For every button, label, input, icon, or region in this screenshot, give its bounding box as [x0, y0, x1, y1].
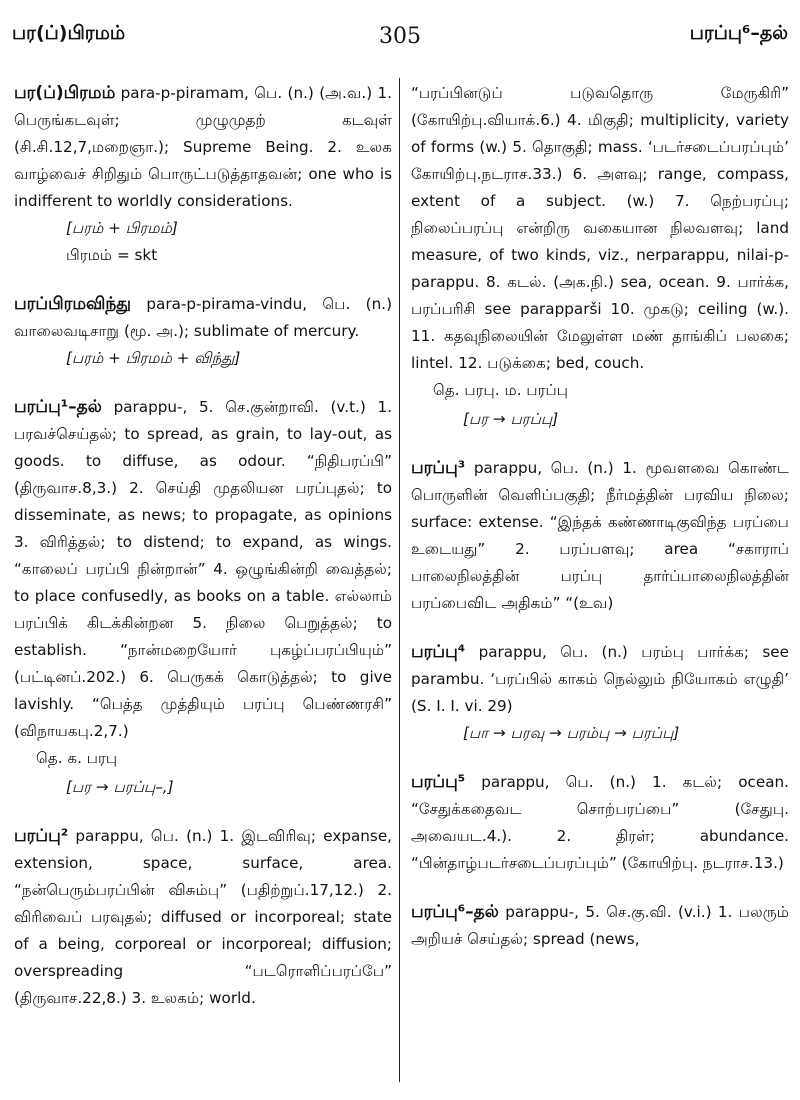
entry-body: para-p-piramam, பெ. (n.) (அ.வ.) 1. பெருங்கடவுள்; முழுமுதற் கடவுள் (சி.சி.12,7,மறைஞா.); Supreme Being. 2. உலக வாழ்வைச் சிறிதும் பொருட்படுத்தாதவன்; one who is indifferent to worldly considerations.	[14, 84, 392, 210]
headword: பரப்பு⁴	[411, 642, 466, 662]
page-number: 305	[379, 24, 421, 49]
entry-text	[411, 899, 789, 953]
dictionary-entry	[411, 899, 789, 953]
entry-body: parappu-, 5. செ.குன்றாவி. (v.t.) 1. பரவச்செய்தல்; to spread, as grain, to lay-out, as goods. to diffuse, as odour. “நிதிபரப்பி” (திருவாச.8,3.) 2. செய்தி முதலியன பரப்புதல்; to disseminate, as news; to propagate, as opinions 3. விரித்தல்; to distend; to expand, as wings. “காலைப் பரப்பி நின்றான்” 4. ஒழுங்கின்றி வைத்தல்; to place confusedly, as books on a table. எல்லாம் பரப்பிக் கிடக்கின்றன 5. நிலை பெறுத்தல்; to establish. “நான்மறையோர் புகழ்ப்பரப்பியும்” (பட்டினப்.202.) 6. பெருகக் கொடுத்தல்; to give lavishly. “பெத்த முத்தியும் பரப்பு பெண்ணரசி” (விநாயகபு.2,7.)	[14, 398, 392, 740]
headword: பரப்பிரமவிந்து	[14, 294, 132, 314]
etymology-note: [பரம் + பிரமம்]	[66, 219, 178, 237]
entry-text	[14, 394, 392, 745]
entry-text	[411, 639, 789, 720]
headword: பரப்பு⁶–தல்	[411, 902, 499, 922]
running-head-left: பர(ப்)பிரமம்	[12, 22, 126, 44]
entry-body: parappu, பெ. (n.) 1. இடவிரிவு; expanse, extension, space, surface, area. “நன்பெரும்பரப்பின் விசும்பு” (பதிற்றுப்.17,12.) 2. விரிவைப் பரவுதல்; diffused or incorporeal; state of a being, corporeal or incorporeal; diffusion; overspreading “படரொளிப்பரப்பே” (திருவாச.22,8.) 3. உலகம்; world.	[14, 827, 392, 1007]
entry-body: parappu-, 5. செ.கு.வி. (v.i.) 1. பலரும் அறியச் செய்தல்; spread (news,	[411, 903, 789, 948]
right-column	[411, 80, 789, 975]
entry-body: “பரப்பினடுப் படுவதொரு மேருகிரி” (கோயிற்பு.வியாக்.6.) 4. மிகுதி; multiplicity, variety of forms (w.) 5. தொகுதி; mass. ‘படர்சடைப்பரப்பும்’ கோயிற்பு.நடராச.33.) 6. அளவு; range, compass, extent of a subject. (w.) 7. நெற்பரப்பு; நிலைப்பரப்பு என்றிரு வகையான நிலவளவு; land measure, of two kinds, viz., nerparappu, nilai-p-parappu. 8. கடல். (அக.நி.) sea, ocean. 9. பார்க்க, பரப்பரிசி see parapparši 10. முகடு; ceiling (w.). 11. கதவுநிலையின் மேலுள்ள மண் தாங்கிப் பலகை; lintel. 12. படுக்கை; bed, couch.	[411, 84, 789, 372]
etymology-note: [பர → பரப்பு–,]	[66, 778, 174, 796]
dictionary-entry	[14, 80, 392, 269]
dictionary-entry	[14, 291, 392, 372]
headword: பரப்பு⁵	[411, 772, 466, 792]
page-header	[12, 22, 788, 56]
entry-body: parappu, பெ. (n.) 1. மூவளவை கொண்ட பொருளின் வெளிப்பகுதி; நீர்மத்தின் பரவிய நிலை; surface: extense. “இந்தக் கண்ணாடிகுவிந்த பரப்பை உடையது” 2. பரப்பளவு; area “சகாராப் பாலைநிலத்தின் பரப்பு தார்ப்பாலைநிலத்தின் பரப்பைவிட அதிகம்” “(உவ)	[411, 459, 789, 612]
dictionary-entry	[14, 394, 392, 801]
entry-body: parappu, பெ. (n.) பரம்பு பார்க்க; see parambu. ‘பரப்பில் காகம் நெல்லும் நியோகம் எழுதி’ (S. I. I. vi. 29)	[411, 643, 789, 715]
dictionary-entry	[14, 823, 392, 1012]
dictionary-entry	[411, 639, 789, 747]
entry-text	[411, 455, 789, 617]
entry-text	[14, 291, 392, 345]
dictionary-entry	[411, 769, 789, 877]
entry-text	[411, 769, 789, 877]
entry-body: para-p-pirama-vindu, பெ. (n.) வாலைவடிசாறு (மூ. அ.); sublimate of mercury.	[14, 295, 392, 340]
headword: பரப்பு²	[14, 826, 69, 846]
etymology-note: பிரமம் = skt	[66, 246, 158, 264]
cognate-line: தெ. பரபு. ம. பரப்பு	[433, 381, 569, 399]
etymology-note: [பர → பரப்பு]	[463, 410, 559, 428]
headword: பரப்பு¹–தல்	[14, 397, 102, 417]
entry-body: parappu, பெ. (n.) 1. கடல்; ocean. “சேதுக்கதைவட சொற்பரப்பை” (சேதுபு. அவையட.4.). 2. திரள்; abundance. “பின்தாழ்படர்சடைப்பரப்பும்” (கோயிற்பு. நடராச.13.)	[411, 773, 789, 872]
entry-text	[14, 823, 392, 1012]
cognate-line: தெ. க. பரபு	[36, 749, 118, 767]
left-column	[14, 80, 392, 1034]
column-divider	[399, 78, 400, 1082]
dictionary-entry	[411, 455, 789, 617]
headword: பரப்பு³	[411, 458, 466, 478]
entry-text	[14, 80, 392, 215]
dictionary-entry-continued	[411, 80, 789, 433]
etymology-note: [பரம் + பிரமம் + விந்து]	[66, 349, 241, 367]
etymology-note: [பா → பரவு → பரம்பு → பரப்பு]	[463, 724, 680, 742]
headword: பர(ப்)பிரமம்	[14, 83, 116, 103]
running-head-right: பரப்பு⁶–தல்	[689, 22, 788, 44]
